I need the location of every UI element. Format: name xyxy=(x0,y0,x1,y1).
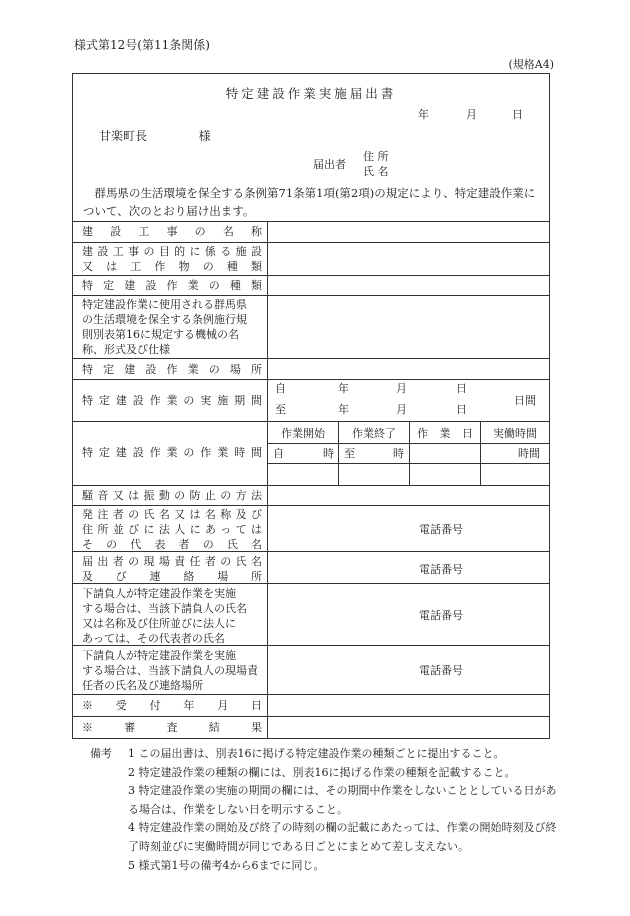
hours-to-label: 至 xyxy=(344,447,355,460)
label-submgr-line1: 下請負人が特定建設作業を実施 xyxy=(82,649,236,662)
hours-col-end: 作業終了 xyxy=(352,427,396,440)
applicant-label: 届出者 xyxy=(313,158,346,171)
label-review: ※審査結果 xyxy=(82,721,262,734)
label-purpose-line2: 又は工作物の種類 xyxy=(82,260,262,273)
note-item: 1 この届出書は、別表16に掲げる特定建設作業の種類ごとに提出すること。 xyxy=(128,747,505,760)
hours-col-actual: 実働時間 xyxy=(493,427,537,440)
period-from-month: 月 xyxy=(396,382,407,395)
orderer-phone-label: 電話番号 xyxy=(419,523,463,536)
period-days-count: 日間 xyxy=(514,394,536,407)
period-from-year: 年 xyxy=(338,382,349,395)
label-sub-line1: 下請負人が特定建設作業を実施 xyxy=(82,587,236,600)
table-rule xyxy=(409,421,410,485)
label-hours: 特定建設作業の作業時間 xyxy=(82,446,262,459)
table-rule xyxy=(72,379,549,380)
label-work-name: 建設工事の名称 xyxy=(82,225,262,238)
date-year-label: 年 xyxy=(418,108,429,121)
size-note: (規格A4) xyxy=(508,58,554,71)
label-sub-line2: する場合は、当該下請負人の氏名 xyxy=(82,602,247,615)
table-rule xyxy=(72,358,549,359)
table-rule xyxy=(267,221,268,738)
label-orderer-line3: その代表者の氏名 xyxy=(82,538,262,551)
label-purpose-line1: 建設工事の目的に係る施設 xyxy=(82,245,262,258)
period-to-year: 年 xyxy=(338,403,349,416)
label-place: 特定建設作業の場所 xyxy=(82,363,262,376)
label-machine-line4: 称、形式及び仕様 xyxy=(82,343,170,356)
notes-section xyxy=(90,745,560,875)
hours-from-hour: 時 xyxy=(323,447,334,460)
table-rule xyxy=(72,295,549,296)
note-item: 5 様式第1号の備考4から6までに同じ。 xyxy=(128,858,325,872)
note-item: 2 特定建設作業の種類の欄には、別表16に掲げる作業の種類を記載すること。 xyxy=(128,765,516,779)
intro-text: 群馬県の生活環境を保全する条例第71条第1項(第2項)の規定により、特定建設作業について、次のとおり届け出ます。 xyxy=(83,186,536,218)
label-submgr-line3: 任者の氏名及び連絡場所 xyxy=(82,679,203,692)
label-manager-line2: 及び連絡場所 xyxy=(82,570,262,583)
hours-col-workday: 作業日 xyxy=(417,427,473,440)
period-from-day: 日 xyxy=(456,382,467,395)
label-machine-line3: 則別表第16に規定する機械の名 xyxy=(82,328,239,341)
form-number: 様式第12号(第11条関係) xyxy=(74,38,210,52)
hours-from-label: 自 xyxy=(273,447,284,460)
manager-phone-label: 電話番号 xyxy=(419,563,463,576)
label-machine-line1: 特定建設作業に使用される群馬県 xyxy=(82,298,247,311)
note-item: 3 特定建設作業の実施の期間の欄には、その期間中作業をしないこととしている日がある場合は、作業をしない日を明示すること。 xyxy=(128,784,557,816)
label-machine-line2: の生活環境を保全する条例施行規 xyxy=(82,313,247,326)
hours-actual-unit: 時間 xyxy=(518,447,540,460)
addressee-name: 甘楽町長 xyxy=(99,129,148,143)
address-label: 住 所 xyxy=(363,150,389,163)
label-work-type: 特定建設作業の種類 xyxy=(82,279,262,292)
period-to-month: 月 xyxy=(396,403,407,416)
date-month-label: 月 xyxy=(466,108,477,121)
document-title: 特定建設作業実施届出書 xyxy=(225,86,397,101)
label-sub-line3: 又は名称及び住所並びに法人に xyxy=(82,617,236,630)
table-rule xyxy=(72,694,549,695)
table-rule xyxy=(72,275,549,276)
table-rule xyxy=(267,463,549,464)
date-fields xyxy=(418,106,523,122)
notes-lead: 備考 xyxy=(90,747,112,760)
period-to-label: 至 xyxy=(275,403,286,416)
applicant-fields xyxy=(363,149,389,179)
label-submgr-line2: する場合は、当該下請負人の現場責 xyxy=(82,664,258,677)
date-day-label: 日 xyxy=(512,108,523,121)
table-rule xyxy=(72,716,549,717)
addressee xyxy=(99,127,211,144)
period-from-label: 自 xyxy=(275,382,286,395)
table-rule xyxy=(72,485,549,486)
label-period: 特定建設作業の実施期間 xyxy=(82,394,262,407)
name-label: 氏 名 xyxy=(363,165,389,178)
label-manager-line1: 届出者の現場責任者の氏名 xyxy=(82,555,262,568)
label-orderer-line2: 住所並びに法人にあっては xyxy=(82,523,262,536)
table-rule xyxy=(72,221,549,222)
label-received: ※受付年月日 xyxy=(82,699,262,712)
submgr-phone-label: 電話番号 xyxy=(419,664,463,677)
table-rule xyxy=(72,421,549,422)
note-item: 4 特定建設作業の開始及び終了の時刻の欄の記載にあたっては、作業の開始時刻及び終了時刻並びに実働時間が同じである日ごとにまとめて差し支えない。 xyxy=(128,821,557,853)
label-noise: 騒音又は振動の防止の方法 xyxy=(82,489,262,502)
sub-phone-label: 電話番号 xyxy=(419,609,463,622)
label-sub-line4: あっては、その代表者の氏名 xyxy=(82,632,225,645)
period-to-day: 日 xyxy=(456,403,467,416)
hours-to-hour: 時 xyxy=(393,447,404,460)
table-rule xyxy=(72,505,549,506)
hours-col-start: 作業開始 xyxy=(281,427,325,440)
label-orderer-line1: 発注者の氏名又は名称及び xyxy=(82,508,262,521)
table-rule xyxy=(72,242,549,243)
table-rule xyxy=(267,443,549,444)
addressee-honorific: 様 xyxy=(198,129,211,143)
